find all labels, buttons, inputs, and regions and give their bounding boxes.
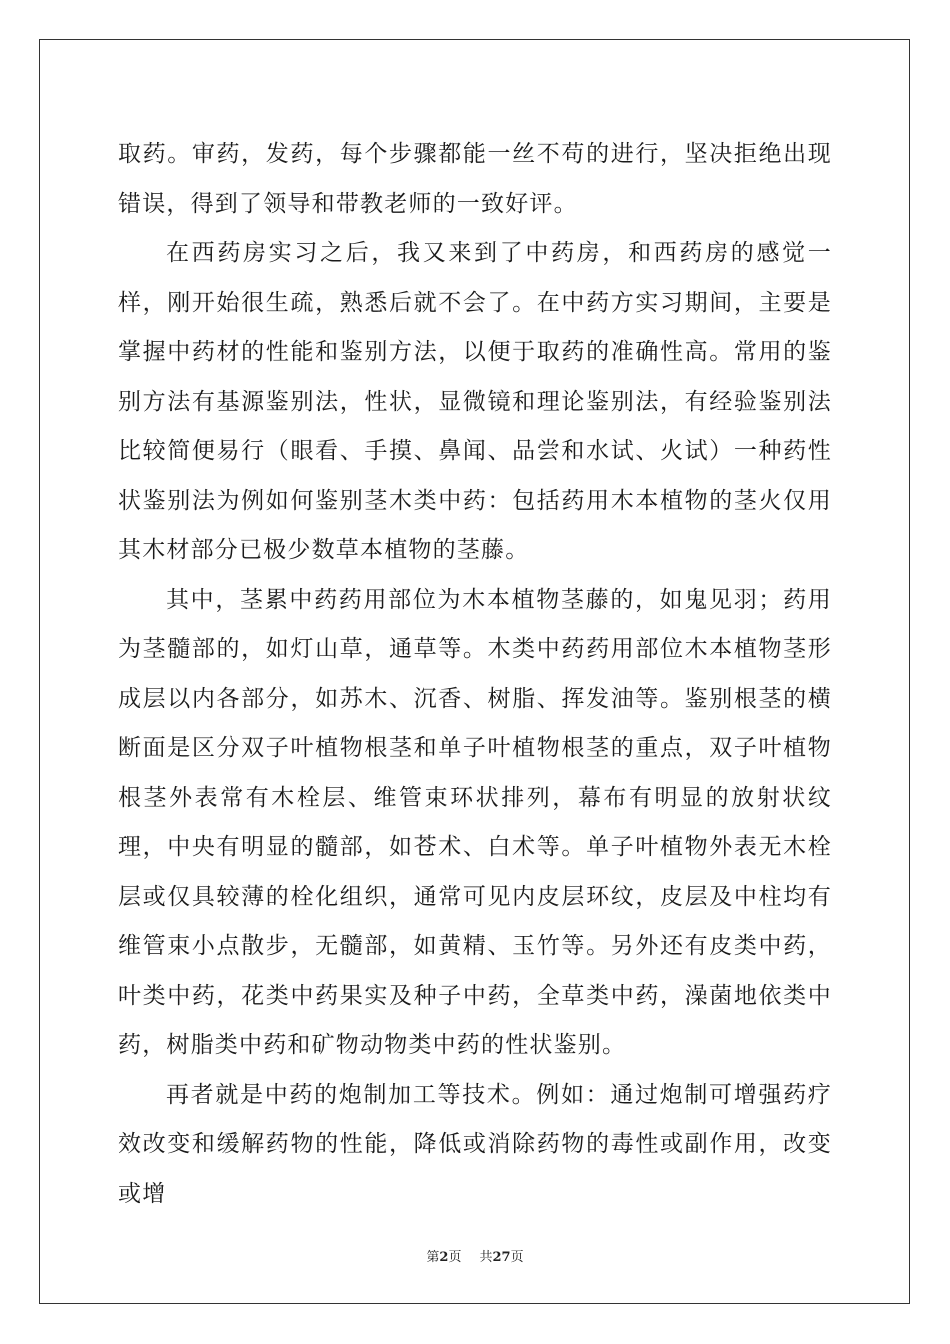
page-number: 2 — [439, 1250, 449, 1265]
document-body — [118, 130, 832, 1219]
total-prefix: 共 — [479, 1250, 493, 1265]
page-suffix: 页 — [448, 1250, 462, 1265]
page-footer — [0, 1246, 950, 1265]
paragraph-2: 在西药房实习之后，我又来到了中药房，和西药房的感觉一样，刚开始很生疏，熟悉后就不会了。在中药方实习期间，主要是掌握中药材的性能和鉴别方法，以便于取药的准确性高。常用的鉴别方法有基源鉴别法，性状，显微镜和理论鉴别法，有经验鉴别法比较简便易行（眼看、手摸、鼻闻、品尝和水试、火试）一种药性状鉴别法为例如何鉴别茎木类中药：包括药用木本植物的茎火仅用其木材部分已极少数草本植物的茎藤。 — [118, 240, 832, 563]
total-pages: 27 — [492, 1250, 511, 1265]
total-suffix: 页 — [510, 1250, 524, 1265]
paragraph-3: 其中，茎累中药药用部位为木本植物茎藤的，如鬼见羽；药用为茎髓部的，如灯山草，通草等。木类中药药用部位木本植物茎形成层以内各部分，如苏木、沉香、树脂、挥发油等。鉴别根茎的横断面是区分双子叶植物根茎和单子叶植物根茎的重点，双子叶植物根茎外表常有木栓层、维管束环状排列，幕布有明显的放射状纹理，中央有明显的髓部，如苍术、白术等。单子叶植物外表无木栓层或仅具较薄的栓化组织，通常可见内皮层环纹，皮层及中柱均有维管束小点散步，无髓部，如黄精、玉竹等。另外还有皮类中药，叶类中药，花类中药果实及种子中药，全草类中药，澡菌地依类中药，树脂类中药和矿物动物类中药的性状鉴别。 — [118, 586, 832, 1058]
paragraph-1: 取药。审药，发药，每个步骤都能一丝不苟的进行，坚决拒绝出现错误，得到了领导和带教老师的一致好评。 — [118, 141, 832, 217]
page-prefix: 第 — [426, 1250, 440, 1265]
paragraph-4: 再者就是中药的炮制加工等技术。例如：通过炮制可增强药疗效改变和缓解药物的性能，降低或消除药物的毒性或副作用，改变或增 — [118, 1081, 832, 1207]
